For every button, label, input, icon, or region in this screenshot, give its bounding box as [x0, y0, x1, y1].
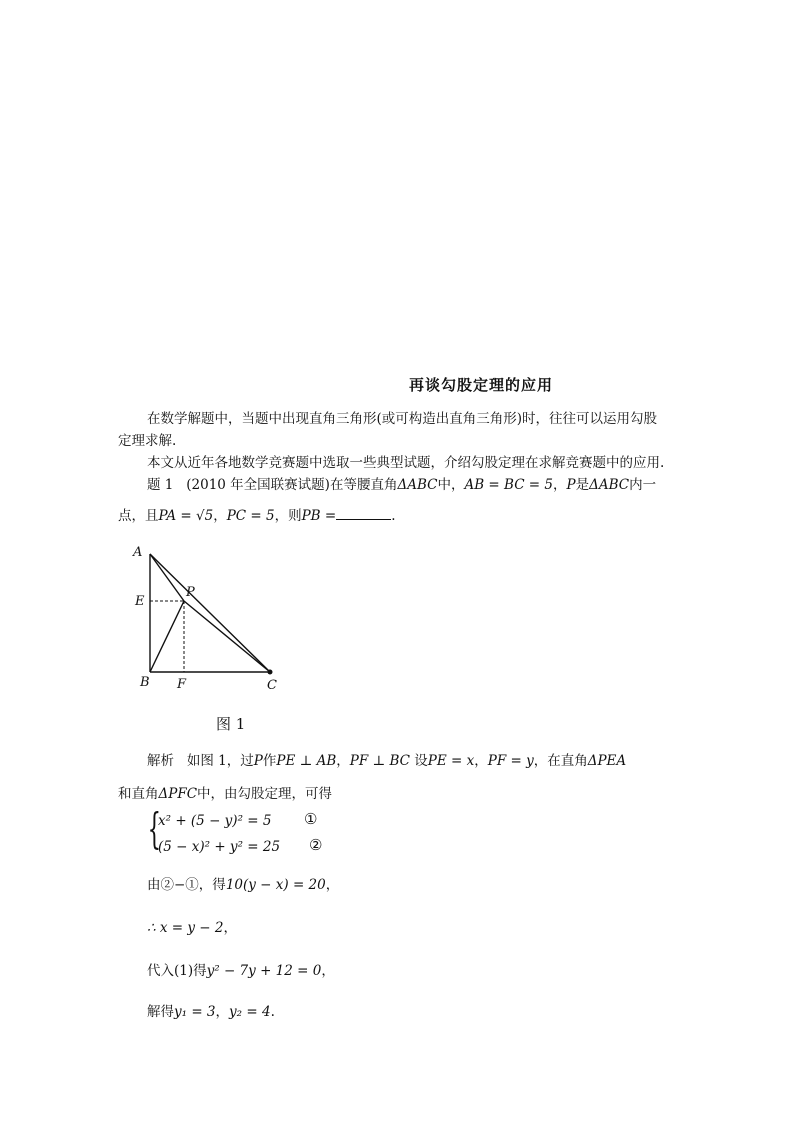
segment-pb [150, 601, 184, 672]
figure-1 [128, 540, 288, 700]
intro-line-1: 在数学解题中，当题中出现直角三角形(或可构造出直角三角形)时，往往可以运用勾股 [147, 411, 658, 427]
triangle-pfc: ΔPFC [158, 786, 198, 802]
figure-caption: 图 1 [216, 715, 246, 733]
answer-blank [336, 507, 391, 520]
point-c-dot [268, 670, 273, 675]
triangle-abc: ΔABC [397, 477, 438, 493]
intro-line-2: 定理求解. [118, 433, 177, 449]
let-pf: PF = y [487, 753, 534, 769]
label-b: B [140, 675, 150, 690]
perp-pe-ab: PE ⊥ AB [276, 753, 337, 769]
label-p: P [186, 585, 195, 600]
problem-source: (2010 年全国联赛试题)在等腰直角 [186, 477, 398, 493]
condition-pa: PA = √5 [158, 508, 214, 524]
perp-pf-bc: PF ⊥ BC [349, 753, 410, 769]
label-c: C [267, 678, 277, 693]
segment-pc [184, 601, 270, 672]
problem-line-1: 题 1 (2010 年全国联赛试题)在等腰直角ΔABC中，AB = BC = 5，P是ΔABC内一 [147, 477, 657, 493]
step-4: 解得y₁ = 3，y₂ = 4. [147, 1004, 275, 1020]
segment-pa [150, 554, 184, 601]
equation-2-mark: ② [309, 836, 323, 854]
problem-label: 题 1 [147, 477, 174, 493]
condition-ab-bc: AB = BC = 5 [464, 477, 554, 493]
label-e: E [135, 594, 145, 609]
triangle-abc-2: ΔABC [589, 477, 630, 493]
equation-2: (5 − x)² + y² = 25 [158, 839, 281, 855]
problem-line-2: 点，且PA = √5，PC = 5，则PB = . [118, 508, 396, 524]
triangle-pea: ΔPEA [587, 753, 627, 769]
label-f: F [177, 677, 187, 692]
label-a: A [133, 545, 143, 560]
equation-1: x² + (5 − y)² = 5 [158, 813, 272, 829]
intro-line-3: 本文从近年各地数学竞赛题中选取一些典型试题，介绍勾股定理在求解竞赛题中的应用. [147, 455, 665, 471]
solution-line-1: 解析 如图 1，过P作PE ⊥ AB，PF ⊥ BC 设PE = x，PF = y，在直角ΔPEA [147, 753, 627, 769]
solution-line-2: 和直角ΔPFC中，由勾股定理，可得 [118, 786, 333, 802]
segment-ac [150, 554, 270, 672]
system-brace: { [147, 804, 162, 853]
step-3: 代入(1)得y² − 7y + 12 = 0， [147, 963, 335, 979]
equation-1-mark: ① [304, 810, 318, 828]
question-pb: PB = [301, 508, 337, 524]
page-title: 再谈勾股定理的应用 [409, 376, 554, 394]
solution-label: 解析 [147, 753, 174, 769]
let-pe: PE = x [427, 753, 475, 769]
condition-pc: PC = 5 [226, 508, 275, 524]
step-1: 由②−①，得10(y − x) = 20， [147, 877, 340, 893]
point-p: P [566, 477, 576, 493]
step-2: ∴ x = y − 2， [147, 920, 237, 936]
